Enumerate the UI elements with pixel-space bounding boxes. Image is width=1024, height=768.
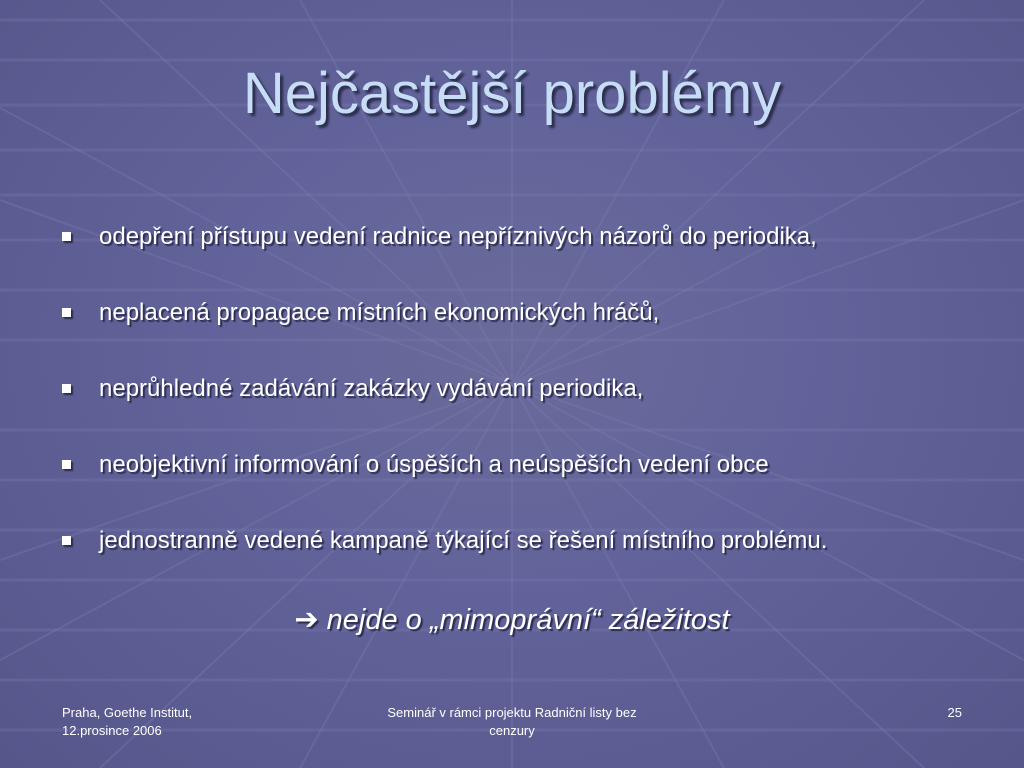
list-item xyxy=(62,298,1002,374)
bullet-text: odepření přístupu vedení radnice nepříznivých názorů do periodika, xyxy=(99,223,817,250)
bullet-list xyxy=(62,222,1002,602)
square-bullet-icon xyxy=(62,384,71,393)
bullet-text: neprůhledné zadávání zakázky vydávání periodika, xyxy=(99,375,644,402)
conclusion-text: nejde o „mimoprávní“ záležitost xyxy=(326,604,730,636)
bullet-text: neplacená propagace místních ekonomických hráčů, xyxy=(99,299,660,326)
footer-location: Praha, Goethe Institut, xyxy=(62,705,193,720)
square-bullet-icon xyxy=(62,308,71,317)
bullet-text: jednostranně vedené kampaně týkající se řešení místního problému. xyxy=(99,527,828,554)
slide-title: Nejčastější problémy xyxy=(242,61,782,126)
list-item xyxy=(62,450,1002,526)
square-bullet-icon xyxy=(62,232,71,241)
conclusion-line xyxy=(0,602,1024,637)
right-arrow-icon: ➔ xyxy=(294,604,319,636)
page-number: 25 xyxy=(947,705,962,720)
square-bullet-icon xyxy=(62,460,71,469)
footer-location-date xyxy=(62,704,262,740)
footer-seminar-line2: cenzury xyxy=(489,723,535,738)
footer-seminar-line1: Seminář v rámci projektu Radniční listy bez xyxy=(387,705,637,720)
bullet-text: neobjektivní informování o úspěších a neúspěších vedení obce xyxy=(99,451,769,478)
footer-seminar-title xyxy=(362,704,662,740)
footer-date: 12.prosince 2006 xyxy=(62,723,162,738)
list-item xyxy=(62,222,1002,298)
list-item xyxy=(62,526,1002,602)
list-item xyxy=(62,374,1002,450)
square-bullet-icon xyxy=(62,536,71,545)
